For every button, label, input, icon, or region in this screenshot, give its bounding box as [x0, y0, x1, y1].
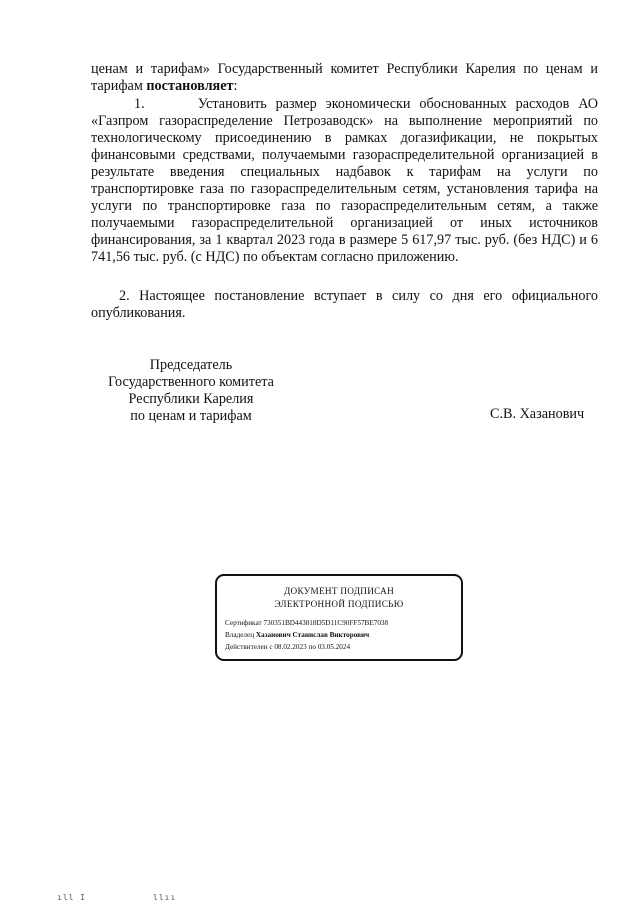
stamp-owner — [225, 631, 369, 639]
clause-1-text: Установить размер экономически обоснованных расходов АО «Газпром газораспределение Петрозаводск» на выполнение мероприятий по технологическому присоединению в рамках догазификации, не покрытых финансовыми средствами, получаемыми газораспределительной организацией в результате введения специальных надбавок к тарифам на услуги по транспортировке газа по газораспределительным сетям, установления тарифа на услуги по транспортировке газа по газораспределительным сетям, а также получаемыми газораспределительной организацией от иных источников финансирования, за 1 квартал 2023 года в размере 5 617,97 тыс. руб. (без НДС) и 6 741,56 тыс. руб. (с НДС) по объектам согласно приложению. — [91, 96, 598, 265]
intro-text: ценам и тарифам» Государственный комитет Республики Карелия по ценам и тарифам — [91, 61, 598, 94]
signatory-line-4: по ценам и тарифам — [130, 408, 252, 424]
clause-1-paragraph — [91, 96, 598, 266]
stamp-title-1: ДОКУМЕНТ ПОДПИСАН — [283, 586, 395, 596]
footer-mark-right: llıı — [153, 893, 177, 902]
footer-mark-left: ıll I — [57, 893, 87, 902]
clause-2-paragraph — [91, 288, 598, 322]
electronic-signature-stamp — [215, 574, 463, 661]
clause-2-text: Настоящее постановление вступает в силу со дня его официального опубликования. — [91, 288, 599, 321]
clause-2-number: 2. — [119, 288, 130, 304]
signatory-line-1: Председатель — [149, 357, 233, 373]
stamp-owner-name: Хазанович Станислав Викторович — [255, 631, 370, 639]
clause-1-number: 1. — [134, 96, 145, 112]
signatory-name: С.В. Хазанович — [490, 406, 585, 422]
intro-bold-verb: постановляет — [146, 78, 234, 94]
signatory-line-3: Республики Карелия — [128, 391, 254, 407]
stamp-owner-label: Владелец — [225, 631, 256, 639]
stamp-certificate: Сертификат 730351BD443818D5D11C90FF57BE7038 — [225, 619, 389, 627]
intro-colon: : — [233, 78, 238, 94]
stamp-title-2: ЭЛЕКТРОННОЙ ПОДПИСЬЮ — [274, 599, 404, 609]
stamp-validity: Действителен с 08.02.2023 по 03.05.2024 — [225, 643, 351, 651]
signatory-line-2: Государственного комитета — [108, 374, 274, 390]
signatory-title — [96, 357, 286, 425]
intro-paragraph — [91, 61, 598, 95]
